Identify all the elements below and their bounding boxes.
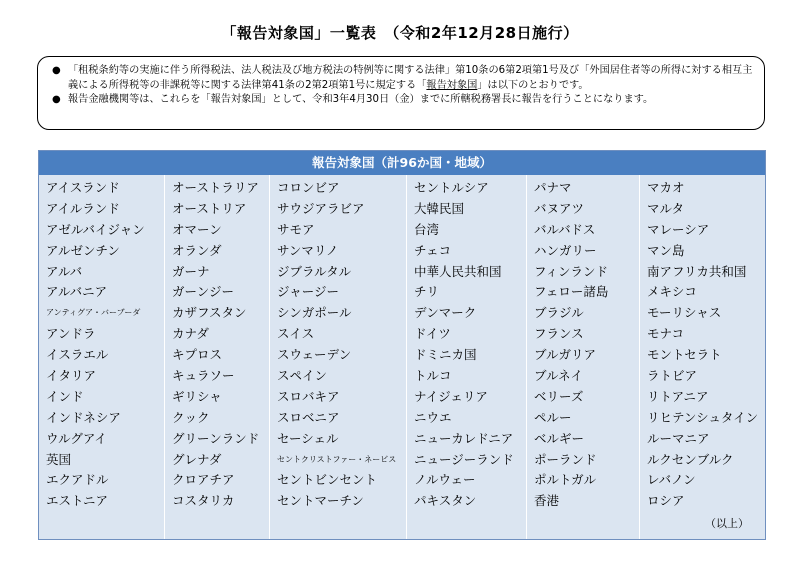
country-item: アゼルバイジャン — [46, 221, 145, 237]
country-item: スロバキア — [277, 388, 340, 404]
country-item: フランス — [534, 326, 584, 342]
table-column — [269, 175, 406, 539]
country-item: リヒテンシュタイン — [647, 409, 759, 425]
country-item: サモア — [277, 221, 315, 237]
table-columns — [39, 175, 765, 539]
country-item: モントセラト — [647, 347, 722, 363]
country-item: コロンビア — [277, 180, 340, 195]
country-item: セーシェル — [277, 430, 339, 446]
country-item: オランダ — [172, 242, 222, 258]
table-column — [164, 175, 269, 539]
country-item: アンドラ — [46, 326, 96, 342]
country-item: ウルグアイ — [46, 430, 107, 446]
country-item: チェコ — [414, 242, 452, 258]
country-item: カザフスタン — [172, 305, 247, 321]
country-item: ナイジェリア — [414, 388, 488, 404]
country-item: ニューカレドニア — [414, 430, 514, 446]
country-item: アイスランド — [46, 180, 120, 195]
country-item: セントルシア — [414, 180, 489, 195]
country-item: セントクリストファー・ネービス — [277, 454, 397, 464]
country-item: ラトビア — [647, 368, 698, 384]
note-2 — [48, 93, 754, 108]
country-item: ベリーズ — [534, 388, 584, 404]
country-item: アルバニア — [46, 284, 108, 300]
country-item: アルバ — [46, 263, 83, 279]
country-item: エストニア — [46, 493, 109, 509]
note-2-text: 報告金融機関等は、これらを「報告対象国」として、令和3年4月30日（金）までに所轄税務署長に報告を行うことになります。 — [68, 94, 654, 105]
country-item: グリーンランド — [172, 430, 260, 446]
country-item: カナダ — [172, 326, 209, 342]
table-column — [39, 175, 164, 539]
country-item: チリ — [414, 284, 440, 300]
country-item: 中華人民共和国 — [414, 263, 502, 279]
country-item: マン島 — [647, 242, 685, 258]
country-item: ブラジル — [534, 305, 584, 321]
country-item: ニウエ — [414, 409, 452, 425]
country-item: ペルー — [534, 409, 572, 425]
country-item: モナコ — [647, 326, 685, 342]
table-header: 報告対象国（計96か国・地域） — [39, 151, 765, 175]
country-item: ドイツ — [414, 326, 451, 342]
country-item: イタリア — [46, 368, 97, 384]
country-item: アイルランド — [46, 200, 120, 216]
country-item: 香港 — [534, 493, 560, 509]
country-item: ルーマニア — [647, 430, 710, 446]
country-item: セントマーチン — [277, 493, 364, 509]
country-item: モーリシャス — [647, 305, 722, 321]
country-item: マルタ — [647, 200, 685, 216]
country-item: スウェーデン — [277, 347, 352, 363]
country-item: エクアドル — [46, 472, 109, 488]
country-item: ハンガリー — [534, 242, 597, 258]
country-item: フィンランド — [534, 263, 609, 279]
country-item: イスラエル — [46, 347, 109, 363]
country-item: ジャージー — [277, 284, 340, 300]
table-column — [406, 175, 526, 539]
country-item: キプロス — [172, 347, 223, 363]
country-item: 台湾 — [414, 221, 440, 237]
country-item: ガーナ — [172, 263, 210, 279]
country-item: ブルネイ — [534, 368, 583, 384]
country-item: トルコ — [414, 368, 452, 384]
country-item: ジブラルタル — [277, 263, 352, 279]
country-item: アンティグア・バーブーダ — [46, 308, 141, 318]
country-item: バルバドス — [534, 221, 596, 237]
country-item: ノルウェー — [414, 472, 476, 488]
country-item: ブルガリア — [534, 347, 597, 363]
country-item: オーストラリア — [172, 180, 259, 195]
country-item: スペイン — [277, 368, 328, 384]
table-column — [639, 175, 765, 539]
country-item: クロアチア — [172, 472, 235, 488]
country-item: ポルトガル — [534, 472, 597, 488]
country-item: サンマリノ — [277, 242, 339, 258]
country-item: パキスタン — [414, 493, 477, 509]
country-item: ルクセンブルク — [647, 451, 734, 467]
country-item: コスタリカ — [172, 493, 235, 509]
country-item: スロベニア — [277, 409, 340, 425]
country-item: アルゼンチン — [46, 242, 120, 258]
country-item: シンガポール — [277, 305, 352, 321]
country-item: インド — [46, 388, 84, 404]
notes-box — [37, 56, 765, 130]
country-item: フェロー諸島 — [534, 284, 609, 300]
country-item: インドネシア — [46, 409, 121, 425]
country-item: バヌアツ — [534, 200, 585, 216]
country-item: 大韓民国 — [414, 200, 465, 216]
country-item: オマーン — [172, 221, 222, 237]
country-item: スイス — [277, 326, 315, 342]
country-item: ニュージーランド — [414, 451, 514, 467]
country-item: マカオ — [647, 180, 685, 195]
country-item: ガーンジー — [172, 284, 234, 300]
country-item: リトアニア — [647, 388, 709, 404]
country-item: ポーランド — [534, 451, 597, 467]
country-item: セントビンセント — [277, 472, 378, 488]
country-item: キュラソー — [172, 368, 235, 384]
country-item: ロシア — [647, 493, 685, 509]
country-item: 英国 — [46, 451, 72, 467]
table-column — [526, 175, 639, 539]
country-item: 南アフリカ共和国 — [647, 263, 747, 279]
country-item: サウジアラビア — [277, 200, 365, 216]
country-item: クック — [172, 409, 210, 425]
country-table — [38, 150, 766, 540]
end-note: （以上） — [705, 517, 749, 530]
country-item: マレーシア — [647, 221, 710, 237]
bullet-icon: ● — [52, 94, 61, 105]
country-item: ベルギー — [534, 430, 585, 446]
note-1 — [48, 64, 754, 93]
note-1-underlined-term: 報告対象国 — [426, 79, 478, 91]
page-title: 「報告対象国」一覧表 （令和2年12月28日施行） — [221, 24, 579, 42]
country-item: ギリシャ — [172, 388, 222, 404]
note-1-text-after: 」は以下のとおりです。 — [477, 79, 589, 91]
country-item: レバノン — [647, 472, 696, 488]
country-item: オーストリア — [172, 200, 247, 216]
bullet-icon: ● — [52, 65, 61, 76]
country-item: パナマ — [534, 180, 572, 195]
country-item: ドミニカ国 — [414, 347, 477, 363]
note-1-text-before: 「租税条約等の実施に伴う所得税法、法人税法及び地方税法の特例等に関する法律」第10条の6第2項第1号及び「外国居住者等の所得に対する相互主義による所得税等の非課税等に関する法律第41条の2第2項第1号に規定する「 — [68, 65, 753, 91]
country-item: グレナダ — [172, 451, 222, 467]
country-item: メキシコ — [647, 284, 697, 300]
country-item: デンマーク — [414, 305, 477, 321]
